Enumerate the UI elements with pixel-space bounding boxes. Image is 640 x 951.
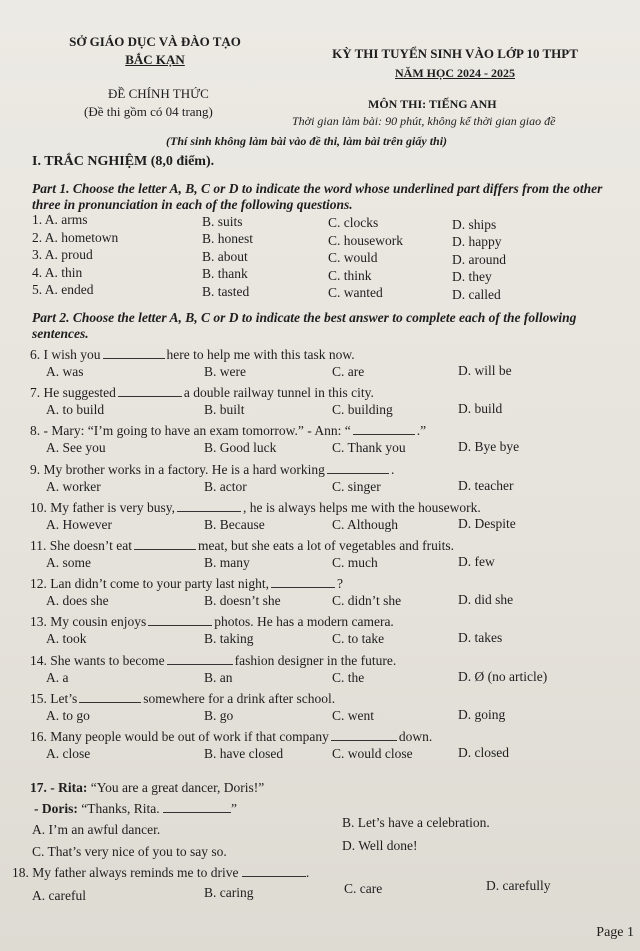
answer-blank	[148, 613, 212, 626]
q1-option-c[interactable]: C. clocks	[328, 215, 379, 230]
q9-option-b[interactable]: B. actor	[204, 478, 247, 494]
section-title: I. TRẮC NGHIỆM (8,0 điểm).	[32, 154, 215, 169]
header-right	[300, 46, 610, 81]
question-12-text: 12. Lan didn’t come to your party last night,	[30, 576, 269, 592]
q15-option-b[interactable]: B. go	[204, 707, 234, 723]
q7-option-d[interactable]: D. build	[458, 401, 503, 417]
question-12-continuation: ?	[336, 576, 343, 592]
q2-option-c[interactable]: C. housework	[328, 232, 403, 248]
school-year: NĂM HỌC 2024 - 2025	[395, 66, 515, 80]
answer-blank	[167, 652, 233, 665]
q14-option-a[interactable]: A. a	[46, 669, 69, 685]
question-16-continuation: down.	[398, 729, 433, 744]
q15-option-a[interactable]: A. to go	[46, 707, 90, 723]
q8-option-a[interactable]: A. See you	[46, 440, 106, 456]
question-14-text: 14. She wants to become	[30, 652, 165, 668]
q14-option-b[interactable]: B. an	[204, 669, 233, 685]
question-15-continuation: somewhere for a drink after school.	[143, 690, 336, 706]
time-note: Thời gian làm bài: 90 phút, không kể thời gian giao đề	[292, 114, 556, 128]
q13-option-d[interactable]: D. takes	[458, 630, 503, 646]
q7-option-b[interactable]: B. built	[204, 402, 245, 418]
question-17-line-1	[30, 780, 264, 796]
q11-option-b[interactable]: B. many	[204, 555, 250, 570]
question-18-end: .	[305, 865, 310, 880]
part2-title: Part 2. Choose the letter A, B, C or D to indicate the best answer to complete each of the following sentences.	[32, 310, 577, 341]
q16-option-b[interactable]: B. have closed	[204, 746, 284, 761]
answer-blank	[134, 537, 196, 550]
q15-option-d[interactable]: D. going	[458, 706, 506, 722]
question-10-continuation: , he is always helps me with the housework.	[242, 499, 481, 515]
q10-option-b[interactable]: B. Because	[204, 516, 265, 532]
question-8-text: 8. - Mary: “I’m going to have an exam tomorrow.” - Ann: “	[30, 423, 351, 439]
q4-option-a[interactable]: 4. A. thin	[32, 264, 83, 280]
q10-option-c[interactable]: C. Although	[332, 516, 399, 532]
question-15	[30, 690, 335, 707]
q8-option-c[interactable]: C. Thank you	[332, 440, 406, 456]
q15-option-c[interactable]: C. went	[332, 707, 374, 723]
answer-blank	[327, 461, 389, 474]
doris-close-quote: ”	[230, 801, 237, 816]
answer-blank	[163, 800, 231, 813]
answer-blank	[118, 384, 182, 397]
q4-option-b[interactable]: B. thank	[202, 266, 248, 281]
q12-option-c[interactable]: C. didn’t she	[332, 593, 402, 609]
q14-option-c[interactable]: C. the	[332, 669, 365, 685]
rita-speech: “You are a great dancer, Doris!”	[90, 780, 265, 795]
question-16-text: 16. Many people would be out of work if that company	[30, 729, 329, 744]
q18-option-a[interactable]: A. careful	[32, 888, 86, 903]
q17-option-a[interactable]: A. I’m an awful dancer.	[32, 822, 161, 837]
question-7	[30, 384, 374, 401]
q3-option-d[interactable]: D. around	[452, 251, 506, 267]
q3-option-b[interactable]: B. about	[202, 248, 248, 264]
q17-option-c[interactable]: C. That’s very nice of you to say so.	[32, 844, 227, 859]
question-8	[30, 422, 426, 439]
question-11	[30, 537, 454, 554]
doris-speech: “Thanks, Rita.	[81, 801, 160, 816]
q6-option-d[interactable]: D. will be	[458, 363, 512, 378]
q3-option-c[interactable]: C. would	[328, 250, 378, 265]
answer-blank	[331, 728, 397, 741]
question-18	[12, 864, 309, 881]
question-10-text: 10. My father is very busy,	[30, 499, 175, 515]
q11-option-d[interactable]: D. few	[458, 554, 495, 569]
q14-option-d[interactable]: D. Ø (no article)	[458, 668, 548, 684]
q16-option-a[interactable]: A. close	[46, 746, 91, 761]
question-16	[30, 728, 432, 745]
q2-option-a[interactable]: 2. A. hometown	[32, 229, 119, 245]
q12-option-a[interactable]: A. does she	[46, 593, 109, 609]
q13-option-b[interactable]: B. taking	[204, 631, 254, 647]
q5-option-b[interactable]: B. tasted	[202, 283, 250, 299]
question-11-text: 11. She doesn’t eat	[30, 538, 132, 553]
question-12	[30, 575, 343, 592]
header-left	[40, 34, 270, 68]
question-6-continuation: here to help me with this task now.	[166, 347, 355, 362]
answer-blank	[79, 690, 141, 703]
q13-option-c[interactable]: C. to take	[332, 631, 385, 647]
subject-title: MÔN THI: TIẾNG ANH	[368, 97, 497, 111]
answer-blank	[177, 499, 241, 512]
question-9	[30, 461, 394, 478]
q6-option-a[interactable]: A. was	[46, 364, 84, 379]
department-name: SỞ GIÁO DỤC VÀ ĐÀO TẠO	[69, 34, 241, 49]
q18-option-c[interactable]: C. care	[344, 881, 383, 896]
q17-option-b[interactable]: B. Let’s have a celebration.	[342, 815, 490, 830]
answer-blank	[242, 864, 306, 877]
question-14	[30, 652, 396, 669]
q9-option-d[interactable]: D. teacher	[458, 477, 514, 493]
page-number: Page 1	[596, 925, 634, 940]
q6-option-c[interactable]: C. are	[332, 364, 365, 379]
q9-option-c[interactable]: C. singer	[332, 478, 381, 494]
question-6	[30, 346, 355, 363]
speaker-rita: 17. - Rita:	[30, 780, 88, 795]
answer-blank	[271, 575, 335, 588]
q8-option-d[interactable]: D. Bye bye	[458, 439, 520, 455]
q5-option-c[interactable]: C. wanted	[328, 285, 383, 300]
q1-option-d[interactable]: D. ships	[452, 216, 497, 232]
q12-option-d[interactable]: D. did she	[458, 592, 514, 608]
answer-blank	[353, 422, 415, 435]
q17-option-d[interactable]: D. Well done!	[342, 838, 418, 853]
q13-option-a[interactable]: A. took	[46, 631, 87, 647]
q1-option-a[interactable]: 1. A. arms	[32, 212, 88, 227]
q11-option-a[interactable]: A. some	[46, 555, 91, 570]
instruction-note: (Thí sinh không làm bài vào đề thi, làm bài trên giấy thi)	[166, 134, 448, 148]
q18-option-b[interactable]: B. caring	[204, 885, 254, 900]
q5-option-d[interactable]: D. called	[452, 286, 501, 302]
question-18-text: 18. My father always reminds me to drive	[12, 865, 239, 880]
q8-option-b[interactable]: B. Good luck	[204, 440, 277, 456]
q9-option-a[interactable]: A. worker	[46, 478, 101, 494]
q5-option-a[interactable]: 5. A. ended	[32, 282, 94, 297]
q1-option-b[interactable]: B. suits	[202, 213, 243, 229]
q7-option-c[interactable]: C. building	[332, 402, 393, 418]
question-17-line-2	[34, 800, 237, 817]
answer-blank	[103, 346, 165, 359]
question-9-text: 9. My brother works in a factory. He is a hard working	[30, 461, 325, 477]
question-6-text: 6. I wish you	[30, 347, 101, 362]
q10-option-d[interactable]: D. Despite	[458, 515, 516, 531]
q7-option-a[interactable]: A. to build	[46, 402, 105, 418]
question-7-continuation: a double railway tunnel in this city.	[183, 385, 374, 401]
q3-option-a[interactable]: 3. A. proud	[32, 247, 93, 262]
question-14-continuation: fashion designer in the future.	[234, 652, 397, 668]
q10-option-a[interactable]: A. However	[46, 516, 112, 532]
question-13	[30, 613, 394, 630]
question-10	[30, 499, 481, 516]
question-11-continuation: meat, but she eats a lot of vegetables and fruits.	[197, 538, 455, 553]
question-13-continuation: photos. He has a modern camera.	[214, 614, 394, 630]
question-7-text: 7. He suggested	[30, 385, 116, 401]
pages-note: (Đề thi gồm có 04 trang)	[84, 104, 213, 119]
q12-option-b[interactable]: B. doesn’t she	[204, 593, 281, 609]
q4-option-d[interactable]: D. they	[452, 269, 492, 284]
q11-option-c[interactable]: C. much	[332, 555, 378, 570]
q16-option-d[interactable]: D. closed	[458, 745, 509, 760]
question-8-continuation: .”	[416, 423, 427, 439]
question-9-continuation: .	[390, 461, 395, 477]
q4-option-c[interactable]: C. think	[328, 267, 372, 283]
q6-option-b[interactable]: B. were	[204, 364, 246, 379]
official-label: ĐỀ CHÍNH THỨC	[108, 86, 209, 101]
question-15-text: 15. Let’s	[30, 690, 78, 706]
question-13-text: 13. My cousin enjoys	[30, 614, 147, 630]
q18-option-d[interactable]: D. carefully	[486, 878, 551, 893]
part1-title: Part 1. Choose the letter A, B, C or D to indicate the word whose underlined part differs from the other three in pronunciation in each of the following questions.	[32, 181, 603, 212]
province-name: BẮC KẠN	[125, 52, 185, 67]
exam-name: KỲ THI TUYỂN SINH VÀO LỚP 10 THPT	[332, 46, 578, 61]
speaker-doris: - Doris:	[34, 801, 78, 816]
q16-option-c[interactable]: C. would close	[332, 746, 413, 761]
q2-option-b[interactable]: B. honest	[202, 231, 254, 246]
q2-option-d[interactable]: D. happy	[452, 234, 502, 249]
